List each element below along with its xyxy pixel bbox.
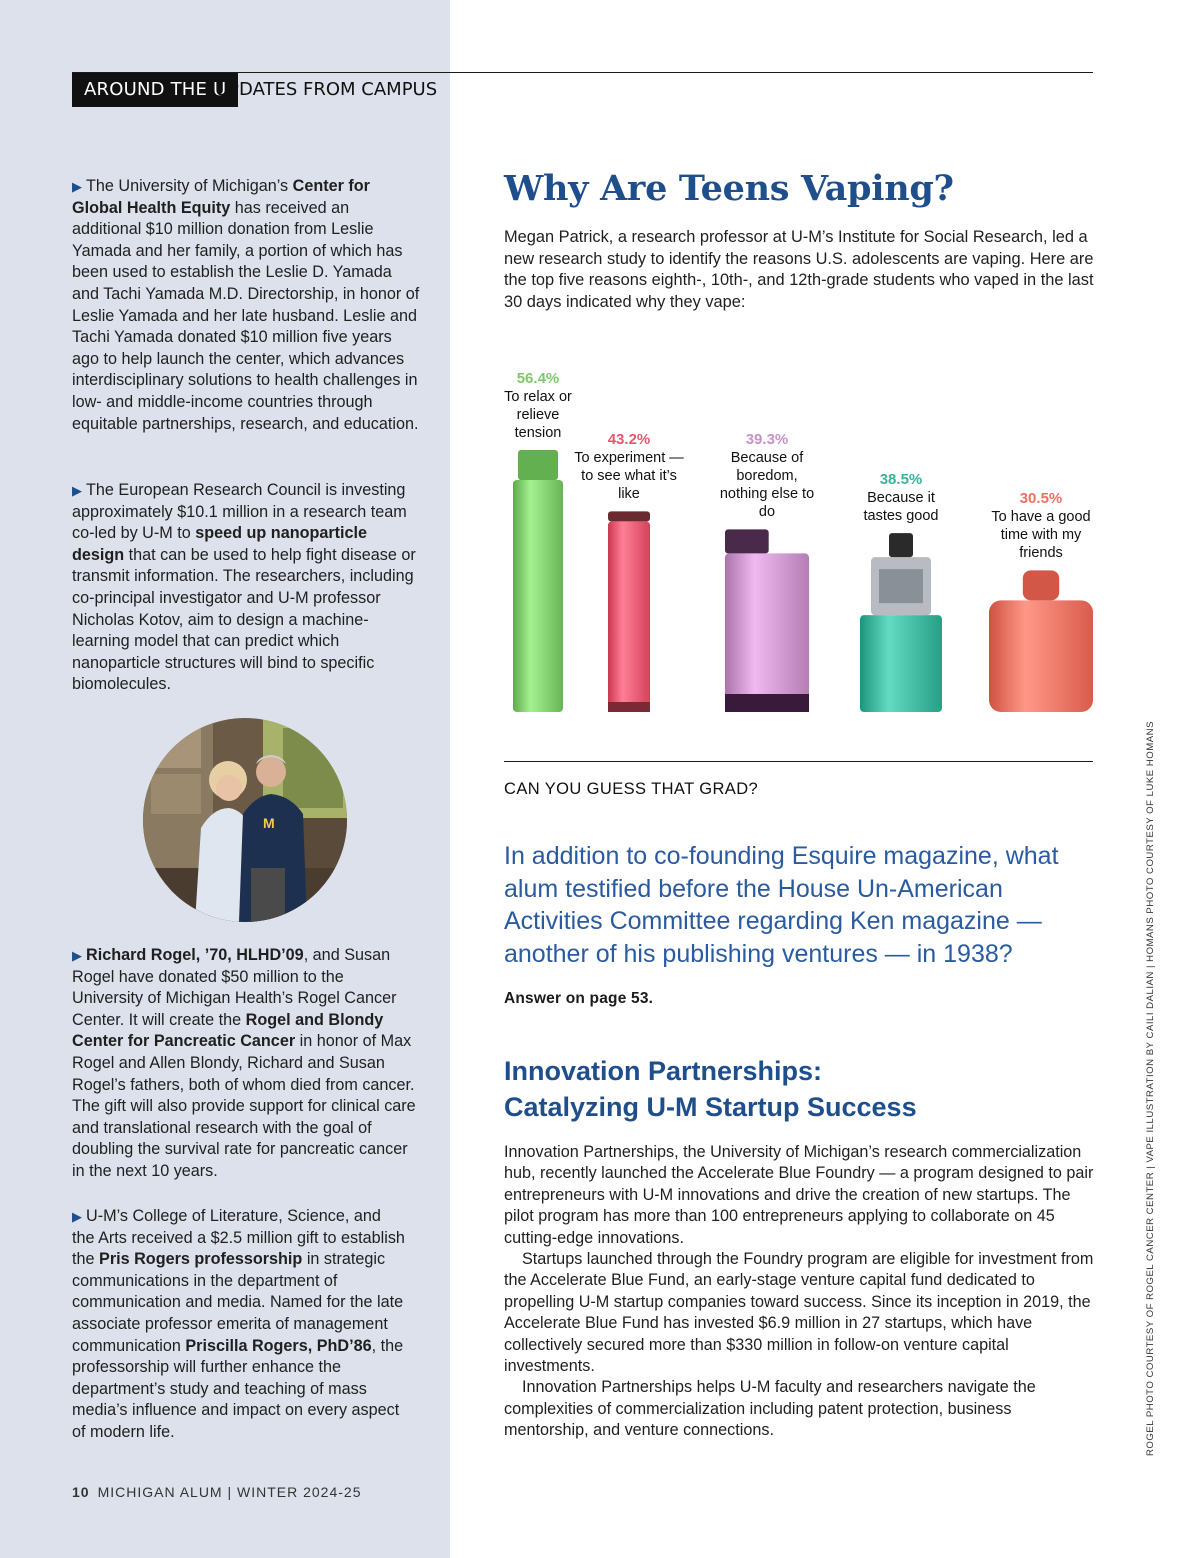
grad-answer: Answer on page 53. (504, 990, 654, 1007)
publication-name: MICHIGAN ALUM | WINTER 2024-25 (97, 1484, 362, 1500)
bar-value-label: 43.2% (607, 431, 651, 449)
vape-mouthpiece (518, 450, 558, 480)
bar-value-label: 30.5% (1019, 490, 1063, 508)
grad-question: In addition to co-founding Esquire magazine, what alum testified before the House Un-American Activities Committee regarding Ken magazine — another of his publishing ventures — in 1938? (504, 842, 1059, 968)
bold-highlight: Center for Global Health Equity (72, 177, 370, 217)
bold-highlight: Pris Rogers professorship (99, 1250, 303, 1269)
body-text: The University of Michigan’s (86, 177, 293, 195)
bold-highlight: Rogel and Blondy Center for Pancreatic Cancer (72, 1010, 384, 1051)
bar-category-label: To relax or relieve tension (504, 389, 572, 441)
vape-mouthpiece (889, 533, 913, 557)
vape-base (608, 702, 650, 712)
section-subtitle: UPDATES FROM CAMPUS (215, 79, 438, 100)
svg-text:M: M (263, 815, 275, 831)
bullet-triangle-icon: ▶ (72, 948, 82, 963)
vape-body (989, 600, 1093, 712)
body-text: in strategic communications in the department of communication and media. Named for the late associate professor emerita of management communication (72, 1250, 404, 1355)
body-text: that can be used to help fight disease or transmit information. The researchers, including co-principal investigator and U-M professor Nicholas Kotov, aim to design a machine-learning model that can predict which nanoparticle structures will bind to specific biomolecules. (72, 545, 416, 694)
vape-body (608, 521, 650, 712)
section-divider (504, 761, 1093, 762)
sidebar-news-item (72, 1206, 407, 1444)
vape-bar (860, 533, 942, 712)
vape-bar (725, 529, 809, 712)
body-text: , and Susan Rogel have donated $50 million to the University of Michigan Health’s Rogel Cancer Center. It will create the (72, 946, 397, 1029)
bold-highlight: speed up nanoparticle design (72, 524, 368, 564)
bar-category-label: To experiment — to see what it’s like (574, 450, 684, 503)
vape-body (725, 553, 809, 712)
vape-mouthpiece (1023, 570, 1059, 600)
page-number: 10 (72, 1484, 90, 1500)
vape-bar (608, 511, 650, 712)
body-paragraph: Innovation Partnerships helps U-M faculty and researchers navigate the complexities of commercialization including patent protection, business mentorship, and venture connections. (504, 1378, 1036, 1440)
bullet-triangle-icon: ▶ (72, 1209, 82, 1224)
sidebar-news-item (72, 945, 417, 1183)
bar-category-label: Because of boredom, nothing else to do (719, 450, 815, 521)
body-text: in honor of Max Rogel and Allen Blondy, Richard and Susan Rogel’s fathers, both of whom died from cancer. The gift will also provide support for clinical care and translational research with the goal of doubling the survival rate for pancreatic cancer in the next 10 years. (72, 1032, 416, 1180)
vape-body (513, 480, 563, 712)
vape-base (725, 694, 809, 712)
vape-bar (989, 570, 1093, 712)
bold-highlight: Priscilla Rogers, PhD’86 (185, 1336, 372, 1355)
vape-chart (500, 420, 1100, 720)
innovation-title-line: Catalyzing U-M Startup Success (504, 1092, 917, 1122)
grad-kicker: CAN YOU GUESS THAT GRAD? (504, 780, 759, 798)
photo-credit: ROGEL PHOTO COURTESY OF ROGEL CANCER CENTER | VAPE ILLUSTRATION BY CAILI DALIAN | HOMANS PHOTO COURTESY OF LUKE HOMANS (1145, 721, 1156, 1456)
donor-photo (143, 718, 347, 922)
vape-mouthpiece (608, 511, 650, 521)
body-paragraph: Innovation Partnerships, the University of Michigan’s research commercialization hub, recently launched the Accelerate Blue Foundry — a program designed to pair entrepreneurs with U-M innovations and drive the creation of new startups. The pilot program has more than 100 entrepreneurs applying to collaborate on 45 cutting-edge innovations. (504, 1143, 1094, 1247)
vape-mouthpiece (725, 529, 769, 553)
bold-highlight: Richard Rogel, ’70, HLHD’09 (86, 946, 304, 964)
bar-category-label: Because it tastes good (863, 490, 939, 525)
sidebar-news-item (72, 480, 422, 696)
bar-value-label: 39.3% (745, 431, 789, 449)
page-folio (72, 1484, 362, 1500)
vape-bar (513, 450, 563, 712)
vape-body (860, 615, 942, 712)
innovation-body (504, 1142, 1094, 1442)
bar-category-label: To have a good time with my friends (991, 509, 1091, 562)
bar-value-label: 56.4% (516, 370, 560, 387)
bullet-triangle-icon: ▶ (72, 179, 82, 194)
body-text: has received an additional $10 million donation from Leslie Yamada and her family, a portion of which has been used to establish the Leslie D. Yamada and Tachi Yamada M.D. Directorship, in honor of Leslie Yamada and her late husband. Leslie and Tachi Yamada donated $10 million five years ago to help launch the center, which advances interdisciplinary solutions to health challenges in low- and middle-income countries through equitable partnerships, research, and education. (72, 198, 420, 433)
bar-value-label: 38.5% (879, 471, 923, 489)
sidebar-news-item (72, 176, 422, 435)
body-text: U-M’s College of Literature, Science, and the Arts received a $2.5 million gift to establish the (72, 1207, 405, 1269)
body-paragraph: Startups launched through the Foundry program are eligible for investment from the Accelerate Blue Fund, an early-stage venture capital fund dedicated to propelling U-M startup companies toward success. Since its inception in 2019, the Accelerate Blue Fund has invested $6.9 million in 27 startups, which have collectively secured more than $330 million in follow-on venture capital investments. (504, 1250, 1094, 1376)
vape-coil (879, 569, 923, 603)
bullet-triangle-icon: ▶ (72, 483, 82, 498)
section-tag: AROUND THE U (72, 73, 238, 107)
innovation-title (504, 1053, 1094, 1125)
article-intro: Megan Patrick, a research professor at U-M’s Institute for Social Research, led a new research study to identify the reasons U.S. adolescents are vaping. Here are the top five reasons eighth-, 10th-, and 12th-grade students who vaped in the last 30 days indicated why they vape: (504, 228, 1094, 311)
innovation-title-line: Innovation Partnerships: (504, 1056, 823, 1086)
article-title: Why Are Teens Vaping? (504, 168, 954, 209)
body-text: , the professorship will further enhance the department’s study and teaching of mass media’s influence and impact on every aspect of modern life. (72, 1336, 404, 1441)
body-text: The European Research Council is investing approximately $10.1 million in a research team co-led by U-M to (72, 481, 407, 543)
